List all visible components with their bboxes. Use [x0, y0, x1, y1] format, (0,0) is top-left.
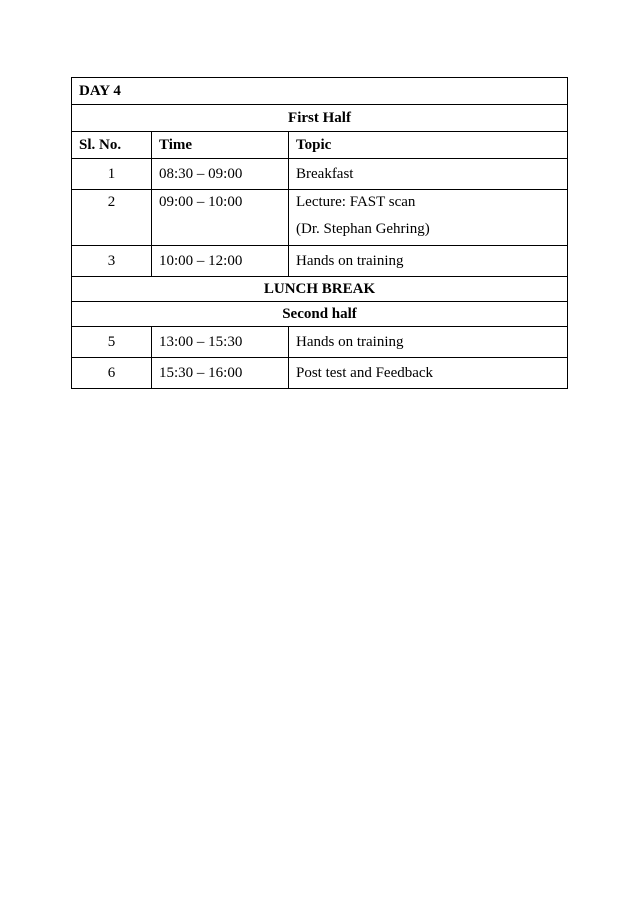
- lunch-break-row: [72, 277, 568, 302]
- table-row: [72, 327, 568, 358]
- topic-cell: Hands on training: [289, 246, 568, 277]
- sl-no-cell: 3: [72, 246, 152, 277]
- topic-cell: [289, 190, 568, 246]
- first-half-row: [72, 105, 568, 132]
- time-cell: 15:30 – 16:00: [152, 358, 289, 389]
- header-topic: Topic: [289, 132, 568, 159]
- day-row: [72, 78, 568, 105]
- table-row: [72, 190, 568, 246]
- lunch-break-label: LUNCH BREAK: [72, 277, 568, 302]
- header-sl-no: Sl. No.: [72, 132, 152, 159]
- time-cell: 10:00 – 12:00: [152, 246, 289, 277]
- topic-line-1: Lecture: FAST scan: [296, 194, 416, 210]
- topic-line-2: (Dr. Stephan Gehring): [296, 221, 430, 237]
- topic-cell: Breakfast: [289, 159, 568, 190]
- sl-no-cell: 2: [72, 190, 152, 246]
- sl-no-cell: 6: [72, 358, 152, 389]
- sl-no-cell: 5: [72, 327, 152, 358]
- header-row: [72, 132, 568, 159]
- topic-cell: Hands on training: [289, 327, 568, 358]
- header-time: Time: [152, 132, 289, 159]
- table-row: [72, 358, 568, 389]
- day-schedule-table: [71, 77, 568, 389]
- first-half-label: First Half: [72, 105, 568, 132]
- table-row: [72, 246, 568, 277]
- day-label: DAY 4: [72, 78, 568, 105]
- sl-no-cell: 1: [72, 159, 152, 190]
- table-row: [72, 159, 568, 190]
- second-half-label: Second half: [72, 302, 568, 327]
- topic-cell: Post test and Feedback: [289, 358, 568, 389]
- time-cell: 08:30 – 09:00: [152, 159, 289, 190]
- time-cell: 13:00 – 15:30: [152, 327, 289, 358]
- second-half-row: [72, 302, 568, 327]
- time-cell: 09:00 – 10:00: [152, 190, 289, 246]
